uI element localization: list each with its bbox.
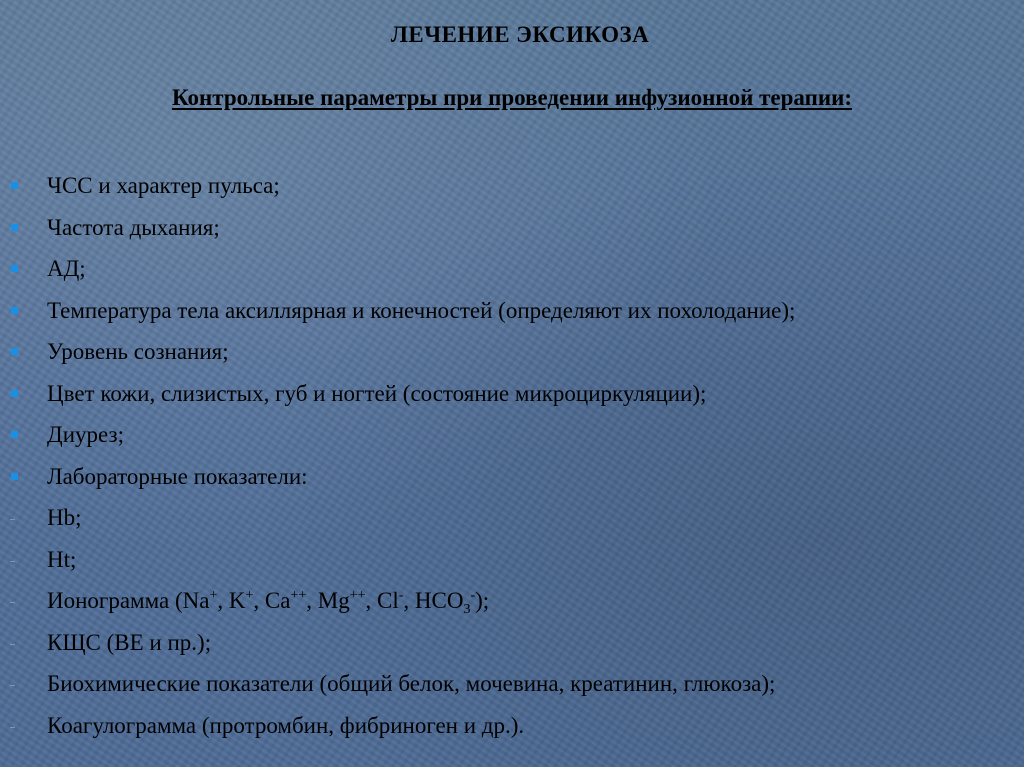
square-bullet-icon [10,290,30,332]
list-item-text: Частота дыхания; [47,214,220,240]
list-item [0,165,1024,207]
square-bullet-icon [10,331,30,373]
dash-bullet-icon [10,497,30,539]
list-item-text: Коагулограмма (протромбин, фибриноген и др.). [47,712,525,738]
list-item-text: Ht; [47,546,77,572]
list-item-text: КЩС (BE и пр.); [47,629,212,655]
dash-bullet-icon [10,705,30,747]
square-bullet-icon [10,207,30,249]
list-item [0,663,1024,705]
list-item-text: Биохимические показатели (общий белок, мочевина, креатинин, глюкоза); [47,671,776,696]
list-item-text: Цвет кожи, слизистых, губ и ногтей (состояние микроциркуляции); [47,380,707,406]
list-item [0,456,1024,498]
square-bullet-icon [10,165,30,207]
list-item-text: Лабораторные показатели: [47,463,308,489]
list-item [0,331,1024,373]
list-item [0,580,1024,622]
square-bullet-icon [10,414,30,456]
list-item-text: ЧСС и характер пульса; [47,173,280,198]
dash-bullet-icon [10,663,30,705]
slide-subtitle: Контрольные параметры при проведении инфузионной терапии: [171,85,853,110]
square-bullet-icon [10,248,30,290]
list-item [0,373,1024,415]
dash-bullet-icon [10,539,30,581]
dash-bullet-icon [10,622,30,664]
list-item [0,622,1024,664]
square-bullet-icon [10,456,30,498]
list-item [0,248,1024,290]
list-item-text: Hb; [47,505,82,530]
list-item-text: АД; [47,256,86,281]
list-item [0,705,1024,747]
parameter-list [0,165,1024,746]
square-bullet-icon [10,373,30,415]
slide-title: ЛЕЧЕНИЕ ЭКСИКОЗА [390,22,650,47]
list-item-text: Температура тела аксиллярная и конечностей (определяют их похолодание); [47,297,796,323]
list-item-text: Диурез; [47,422,124,447]
dash-bullet-icon [10,580,30,622]
list-item-text: Ионограмма (Na+, K+, Ca++, Mg++, Cl-, $HCO_3^-$); [47,588,490,617]
list-item-text: Уровень сознания; [47,339,229,364]
list-item [0,207,1024,249]
list-item [0,497,1024,539]
list-item [0,539,1024,581]
list-item [0,290,1024,332]
list-item [0,414,1024,456]
